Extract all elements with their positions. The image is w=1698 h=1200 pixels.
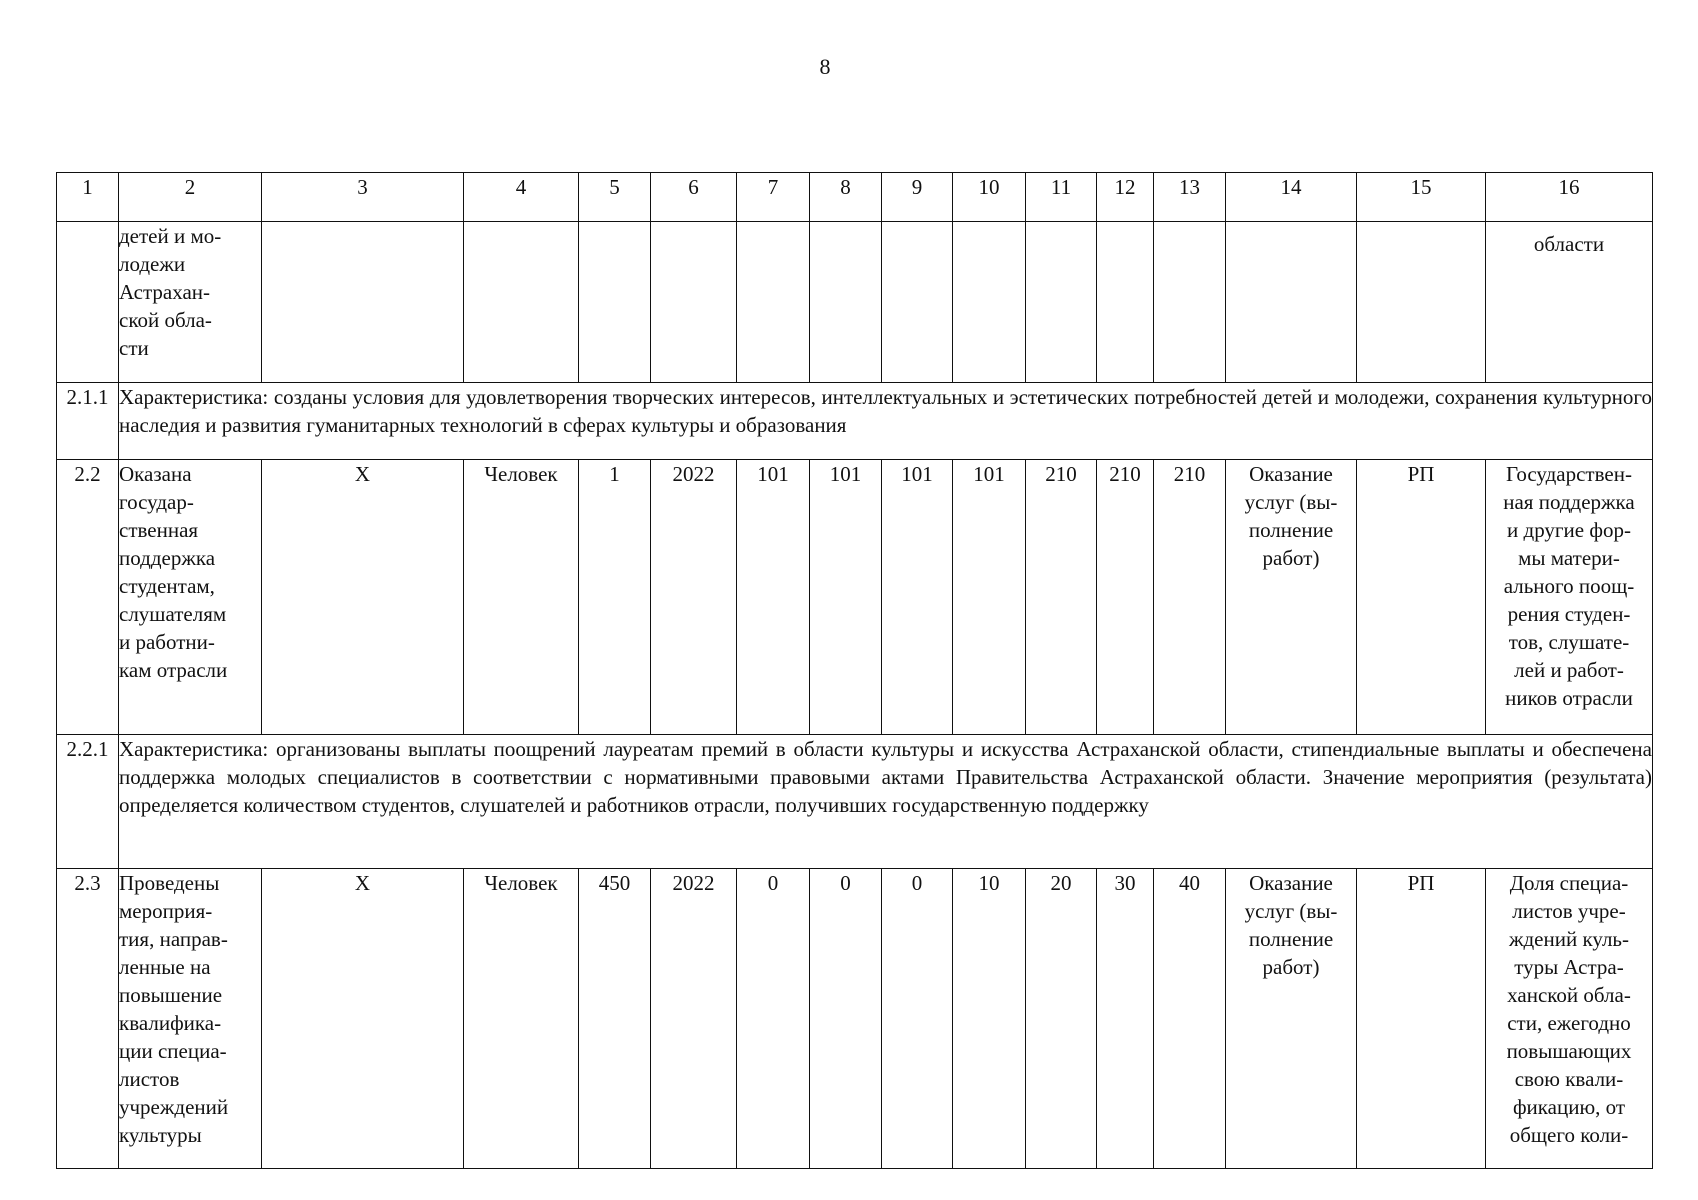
table-cell: [1026, 222, 1097, 383]
header-cell: 13: [1154, 173, 1226, 222]
table-cell: [1154, 222, 1226, 383]
cell-line: ждений куль-: [1508, 927, 1629, 951]
table-cell: 0: [882, 869, 953, 1169]
table-cell: 210: [1026, 460, 1097, 735]
table-cell: 1: [579, 460, 651, 735]
cell-line: сти: [119, 336, 149, 360]
table-cell: Х: [262, 460, 464, 735]
header-cell: 16: [1486, 173, 1653, 222]
cell-line: туры Астра-: [1514, 955, 1624, 979]
cell-line: полнение: [1248, 927, 1334, 951]
cell-line: области: [1533, 232, 1605, 256]
cell-line: повышающих: [1506, 1039, 1632, 1063]
cell-line: Доля специа-: [1509, 871, 1629, 895]
row-number: 2.1.1: [57, 383, 119, 460]
page-number: 8: [819, 54, 831, 79]
cell-line: слушателям: [119, 602, 227, 626]
header-cell: 5: [579, 173, 651, 222]
cell-line: квалифика-: [119, 1011, 222, 1035]
table-cell: [1097, 222, 1154, 383]
table-cell: [651, 222, 737, 383]
table-cell: 0: [737, 869, 810, 1169]
cell-line: общего коли-: [1509, 1123, 1629, 1147]
table-cell: [1226, 869, 1357, 1169]
cell-line: лей и работ-: [1514, 658, 1624, 682]
cell-line: тия, направ-: [119, 927, 228, 951]
cell-line: культуры: [119, 1123, 202, 1147]
cell-line: кам отрасли: [119, 658, 228, 682]
table-cell: 10: [953, 869, 1026, 1169]
table-cell: [953, 222, 1026, 383]
cell-line: повышение: [119, 983, 223, 1007]
cell-line: ханской обла-: [1507, 983, 1631, 1007]
table-row-continuation: [57, 222, 1653, 383]
table-cell: [57, 222, 119, 383]
table-cell: [1226, 222, 1357, 383]
cell-line: ального поощ-: [1503, 574, 1635, 598]
table-cell: 101: [810, 460, 882, 735]
table-cell: [464, 222, 579, 383]
cell-line: государ-: [119, 490, 194, 514]
header-cell: 15: [1357, 173, 1486, 222]
table-row: [57, 460, 1653, 735]
table-cell: [119, 460, 262, 735]
table-cell: [119, 222, 262, 383]
table-cell: [1226, 460, 1357, 735]
cell-line: ников отрасли: [1505, 686, 1633, 710]
header-cell: 2: [119, 173, 262, 222]
cell-line: рения студен-: [1507, 602, 1631, 626]
cell-line: студентам,: [119, 574, 215, 598]
header-cell: 3: [262, 173, 464, 222]
cell-line: Оказана: [119, 462, 192, 486]
cell-line: Астрахан-: [119, 280, 210, 304]
table-cell: 210: [1154, 460, 1226, 735]
cell-line: ции специа-: [119, 1039, 227, 1063]
cell-line: услуг (вы-: [1244, 899, 1338, 923]
header-cell: 12: [1097, 173, 1154, 222]
table-cell: [1486, 869, 1653, 1169]
cell-line: ственная: [119, 518, 199, 542]
cell-line: поддержка: [119, 546, 216, 570]
table-cell: [1486, 460, 1653, 735]
data-table: [56, 172, 1653, 1169]
header-cell: 9: [882, 173, 953, 222]
cell-line: мы матери-: [1518, 546, 1620, 570]
table-cell: [737, 222, 810, 383]
header-cell: 8: [810, 173, 882, 222]
header-cell: 14: [1226, 173, 1357, 222]
table-cell: 101: [882, 460, 953, 735]
cell-line: свою квали-: [1514, 1067, 1624, 1091]
cell-line: Государствен-: [1506, 462, 1632, 486]
header-cell: 4: [464, 173, 579, 222]
row-number: 2.2.1: [57, 735, 119, 869]
table-cell: [119, 869, 262, 1169]
cell-line: мероприя-: [119, 899, 213, 923]
cell-line: и работни-: [119, 630, 215, 654]
cell-line: ная поддержка: [1503, 490, 1635, 514]
cell-line: лодежи: [119, 252, 186, 276]
table-cell: [810, 222, 882, 383]
table-cell: 0: [810, 869, 882, 1169]
table-row-characteristic: [57, 383, 1653, 460]
header-cell: 1: [57, 173, 119, 222]
table-cell: 101: [737, 460, 810, 735]
table-cell: 2022: [651, 460, 737, 735]
cell-line: и другие фор-: [1507, 518, 1631, 542]
table-cell: [1486, 222, 1653, 383]
cell-line: работ): [1262, 955, 1320, 979]
table-cell: РП: [1357, 869, 1486, 1169]
cell-line: сти, ежегодно: [1507, 1011, 1631, 1035]
table-cell: Человек: [464, 869, 579, 1169]
row-number: 2.2: [57, 460, 119, 735]
cell-line: тов, слушате-: [1508, 630, 1630, 654]
table-cell: Человек: [464, 460, 579, 735]
header-row: [57, 173, 1653, 222]
cell-line: услуг (вы-: [1244, 490, 1338, 514]
cell-line: полнение: [1248, 518, 1334, 542]
cell-line: ской обла-: [119, 308, 212, 332]
cell-line: работ): [1262, 546, 1320, 570]
table-cell: [579, 222, 651, 383]
cell-line: ленные на: [119, 955, 211, 979]
cell-line: фикацию, от: [1512, 1095, 1626, 1119]
header-cell: 10: [953, 173, 1026, 222]
header-cell: 7: [737, 173, 810, 222]
table-cell: РП: [1357, 460, 1486, 735]
cell-line: Оказание: [1249, 871, 1333, 895]
table-cell: 40: [1154, 869, 1226, 1169]
cell-line: листов учре-: [1512, 899, 1626, 923]
table-cell: 2022: [651, 869, 737, 1169]
table-cell: Х: [262, 869, 464, 1169]
table-cell: 101: [953, 460, 1026, 735]
table-row-characteristic: [57, 735, 1653, 869]
cell-line: Оказание: [1249, 462, 1333, 486]
cell-line: листов: [119, 1067, 180, 1091]
table-cell: 30: [1097, 869, 1154, 1169]
table-row: [57, 869, 1653, 1169]
cell-line: Проведены: [119, 871, 220, 895]
table-cell: [882, 222, 953, 383]
table-cell: 20: [1026, 869, 1097, 1169]
table-cell: [1357, 222, 1486, 383]
table-cell: 210: [1097, 460, 1154, 735]
header-cell: 11: [1026, 173, 1097, 222]
characteristic-text: Характеристика: созданы условия для удовлетворения творческих интересов, интеллектуальных и эстетических потребностей детей и молодежи, сохранения культурного наследия и развития гуманитарных технологий в сферах культуры и образования: [119, 383, 1653, 460]
table-cell: 450: [579, 869, 651, 1169]
cell-line: учреждений: [119, 1095, 229, 1119]
characteristic-text: Характеристика: организованы выплаты поощрений лауреатам премий в области культуры и искусства Астраханской области, стипендиальные выплаты и обеспечена поддержка молодых специалистов в соответствии с нормативными правовыми актами Правительства Астраханской области. Значение мероприятия (результата) определяется количеством студентов, слушателей и работников отрасли, получивших государственную поддержку: [119, 735, 1653, 869]
row-number: 2.3: [57, 869, 119, 1169]
cell-line: детей и мо-: [119, 224, 222, 248]
header-cell: 6: [651, 173, 737, 222]
table-cell: [262, 222, 464, 383]
